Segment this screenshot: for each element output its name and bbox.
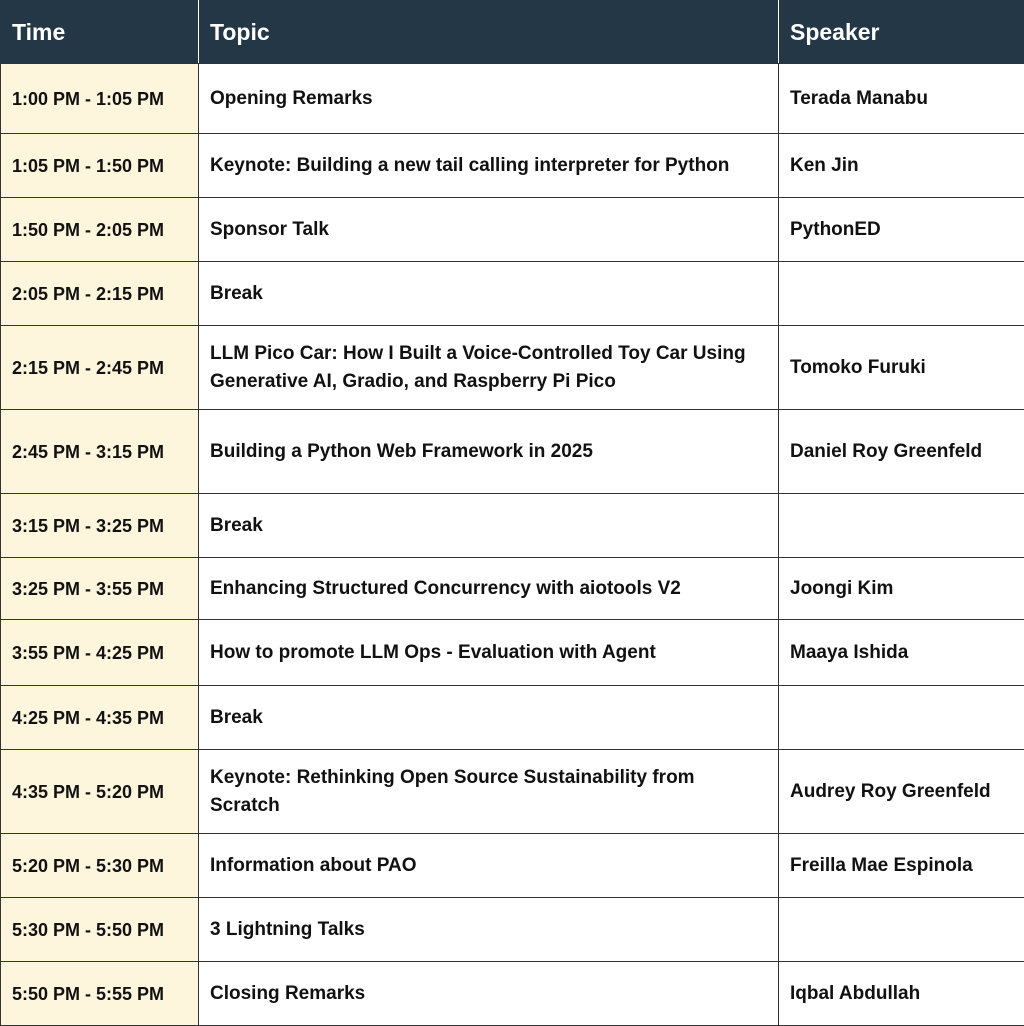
topic-cell: Break <box>199 262 779 326</box>
speaker-cell: Joongi Kim <box>779 558 1024 620</box>
speaker-cell <box>779 262 1024 326</box>
speaker-cell <box>779 898 1024 962</box>
time-cell: 1:50 PM - 2:05 PM <box>1 198 199 262</box>
time-cell: 3:55 PM - 4:25 PM <box>1 620 199 686</box>
topic-cell: Opening Remarks <box>199 64 779 134</box>
topic-cell: Break <box>199 686 779 750</box>
table-row <box>1 962 1024 1026</box>
speaker-cell: PythonED <box>779 198 1024 262</box>
table-row <box>1 410 1024 494</box>
header-row <box>1 1 1024 64</box>
topic-cell: Keynote: Building a new tail calling interpreter for Python <box>199 134 779 198</box>
time-cell: 2:15 PM - 2:45 PM <box>1 326 199 410</box>
topic-cell: Enhancing Structured Concurrency with aiotools V2 <box>199 558 779 620</box>
table-row <box>1 686 1024 750</box>
header-time: Time <box>1 1 199 64</box>
table-row <box>1 558 1024 620</box>
table-row <box>1 834 1024 898</box>
speaker-cell: Audrey Roy Greenfeld <box>779 750 1024 834</box>
time-cell: 4:35 PM - 5:20 PM <box>1 750 199 834</box>
topic-cell: Building a Python Web Framework in 2025 <box>199 410 779 494</box>
topic-cell: How to promote LLM Ops - Evaluation with Agent <box>199 620 779 686</box>
speaker-cell <box>779 686 1024 750</box>
time-cell: 5:30 PM - 5:50 PM <box>1 898 199 962</box>
topic-cell: Break <box>199 494 779 558</box>
time-cell: 1:05 PM - 1:50 PM <box>1 134 199 198</box>
topic-cell: Closing Remarks <box>199 962 779 1026</box>
table-row <box>1 134 1024 198</box>
time-cell: 4:25 PM - 4:35 PM <box>1 686 199 750</box>
time-cell: 3:15 PM - 3:25 PM <box>1 494 199 558</box>
table-row <box>1 262 1024 326</box>
speaker-cell <box>779 494 1024 558</box>
time-cell: 2:45 PM - 3:15 PM <box>1 410 199 494</box>
table-row <box>1 620 1024 686</box>
table-row <box>1 198 1024 262</box>
table-row <box>1 64 1024 134</box>
speaker-cell: Maaya Ishida <box>779 620 1024 686</box>
speaker-cell: Tomoko Furuki <box>779 326 1024 410</box>
header-topic: Topic <box>199 1 779 64</box>
time-cell: 1:00 PM - 1:05 PM <box>1 64 199 134</box>
table-row <box>1 494 1024 558</box>
speaker-cell: Terada Manabu <box>779 64 1024 134</box>
speaker-cell: Iqbal Abdullah <box>779 962 1024 1026</box>
topic-cell: Information about PAO <box>199 834 779 898</box>
table-row <box>1 326 1024 410</box>
speaker-cell: Ken Jin <box>779 134 1024 198</box>
header-speaker: Speaker <box>779 1 1024 64</box>
speaker-cell: Daniel Roy Greenfeld <box>779 410 1024 494</box>
topic-cell: 3 Lightning Talks <box>199 898 779 962</box>
table-row <box>1 750 1024 834</box>
time-cell: 5:20 PM - 5:30 PM <box>1 834 199 898</box>
time-cell: 2:05 PM - 2:15 PM <box>1 262 199 326</box>
time-cell: 5:50 PM - 5:55 PM <box>1 962 199 1026</box>
speaker-cell: Freilla Mae Espinola <box>779 834 1024 898</box>
topic-cell: Sponsor Talk <box>199 198 779 262</box>
topic-cell: LLM Pico Car: How I Built a Voice-Controlled Toy Car Using Generative AI, Gradio, and Raspberry Pi Pico <box>199 326 779 410</box>
time-cell: 3:25 PM - 3:55 PM <box>1 558 199 620</box>
table-row <box>1 898 1024 962</box>
topic-cell: Keynote: Rethinking Open Source Sustainability from Scratch <box>199 750 779 834</box>
